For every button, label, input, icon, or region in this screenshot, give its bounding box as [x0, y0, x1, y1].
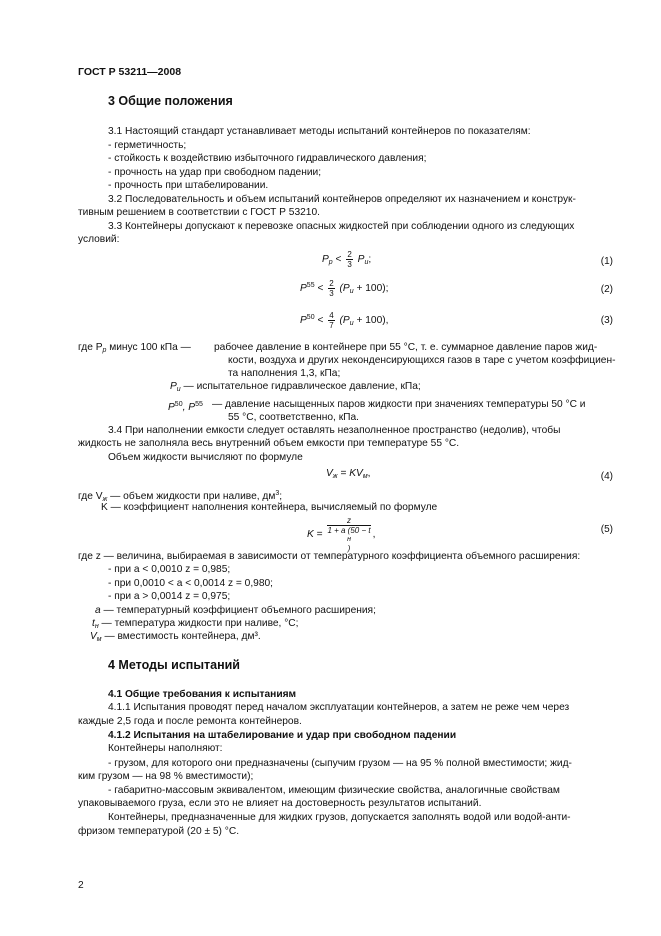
where-pr-desc: рабочее давление в контейнере при 55 °C, т. е. суммарное давление паров жид- — [214, 342, 598, 353]
where-pr-desc: та наполнения 1,3, кПа; — [228, 368, 341, 379]
condition-item: - при a < 0,0010 z = 0,985; — [108, 564, 231, 575]
where-p50-desc: — давление насыщенных паров жидкости при значениях температуры 50 °C и — [212, 399, 586, 410]
para-4-1-2: Контейнеры наполняют: — [108, 743, 223, 754]
para-3-4-line3: Объем жидкости вычисляют по формуле — [108, 452, 303, 463]
def-a: a — температурный коэффициент объемного расширения; — [95, 605, 376, 616]
where-z: где z — величина, выбираемая в зависимости от температурного коэффициента объемного расширения: — [78, 551, 581, 562]
list-item: - герметичность; — [108, 140, 187, 151]
list-item: - стойкость к воздействию избыточного гидравлического давления; — [108, 153, 427, 164]
para-4-1-1-line2: каждые 2,5 года и после ремонта контейнеров. — [78, 716, 302, 727]
para-4-1-1-line1: 4.1.1 Испытания проводят перед началом эксплуатации контейнеров, а затем не реже чем через — [108, 702, 570, 713]
equation-number: (1) — [600, 256, 613, 267]
where-k: K — коэффициент наполнения контейнера, вычисляемый по формуле — [101, 502, 438, 513]
where-pi: $P_и$ — испытательное гидравлическое давление, кПа; — [170, 381, 421, 393]
list-item: - прочность на удар при свободном падении; — [108, 167, 322, 178]
def-tn: $t_н$ — температура жидкости при наливе, °C; — [92, 618, 299, 630]
equation-5: K = z 1 + a (50 − t н ) , — [307, 516, 376, 553]
where-vzh: где $V_ж$ — объем жидкости при наливе, $дм^3$; — [78, 490, 283, 503]
para-4-1-2: - грузом, для которого они предназначены (сыпучим грузом — на 95 % полной вместимости; жид- — [108, 758, 572, 769]
page-number: 2 — [78, 880, 84, 891]
para-3-1: 3.1 Настоящий стандарт устанавливает методы испытаний контейнеров по показателям: — [108, 126, 531, 137]
para-3-2-line1: 3.2 Последовательность и объем испытаний контейнеров определяют их назначением и конструк- — [108, 194, 576, 205]
equation-number: (5) — [600, 524, 613, 535]
subsection-4-1: 4.1 Общие требования к испытаниям — [108, 689, 297, 700]
equation-number: (2) — [600, 284, 613, 295]
para-3-4-line2: жидкость не заполняла весь внутренний объем емкости при температуре 55 °C. — [78, 438, 460, 449]
condition-item: - при a > 0,0014 z = 0,975; — [108, 591, 231, 602]
para-4-1-2: Контейнеры, предназначенные для жидких грузов, допускается заполнять водой или водой-анти- — [108, 812, 571, 823]
condition-item: - при 0,0010 < a < 0,0014 z = 0,980; — [108, 578, 273, 589]
equation-1: $P_р$ < $\frac{2}{3}$ $P_и$; — [322, 250, 372, 269]
para-4-1-2: фризом температурой (20 ± 5) °C. — [78, 826, 240, 837]
para-3-3-line1: 3.3 Контейнеры допускают к перевозке опасных жидкостей при соблюдении одного из следующих — [108, 221, 575, 232]
equation-3: $P^{50}$ < $\frac{4}{7}$ $(P_и + 100)$, — [300, 311, 389, 330]
para-4-1-2: упаковываемого груза, если это не влияет на достоверность результатов испытаний. — [78, 798, 482, 809]
section-4-title: 4 Методы испытаний — [108, 658, 240, 672]
equation-number: (3) — [600, 315, 613, 326]
para-3-3-line2: условий: — [78, 234, 120, 245]
where-p50-desc: 55 °C, соответственно, кПа. — [228, 412, 359, 423]
equation-number: (4) — [600, 471, 613, 482]
document-header: ГОСТ Р 53211—2008 — [78, 66, 182, 78]
where-pr-desc: кости, воздуха и других неконденсирующихся газов в таре с учетом коэффициен- — [228, 355, 616, 366]
para-4-1-2: - габаритно-массовым эквивалентом, имеющим физические свойства, аналогичные свойствам — [108, 785, 560, 796]
where-pr: где $P_р$ минус 100 кПа — — [78, 342, 191, 354]
equation-2: $P^{55}$ < $\frac{2}{3}$ $(P_и + 100)$; — [300, 279, 389, 298]
def-vm: $V_м$ — вместимость контейнера, дм³. — [90, 631, 261, 643]
para-4-1-2: ким грузом — на 98 % вместимости); — [78, 771, 254, 782]
para-3-2-line2: тивным решением в соответствии с ГОСТ Р 53210. — [78, 207, 320, 218]
subsection-4-1-2: 4.1.2 Испытания на штабелирование и удар при свободном падении — [108, 730, 457, 741]
para-3-4-line1: 3.4 При наполнении емкости следует оставлять незаполненное пространство (недолив), чтобы — [108, 425, 561, 436]
list-item: - прочность при штабелировании. — [108, 180, 269, 191]
where-p50-p55: $P^{50}$, $P^{55}$ — [168, 401, 203, 413]
equation-4: $V_ж = KV_м$, — [326, 468, 371, 480]
section-3-title: 3 Общие положения — [108, 94, 233, 108]
